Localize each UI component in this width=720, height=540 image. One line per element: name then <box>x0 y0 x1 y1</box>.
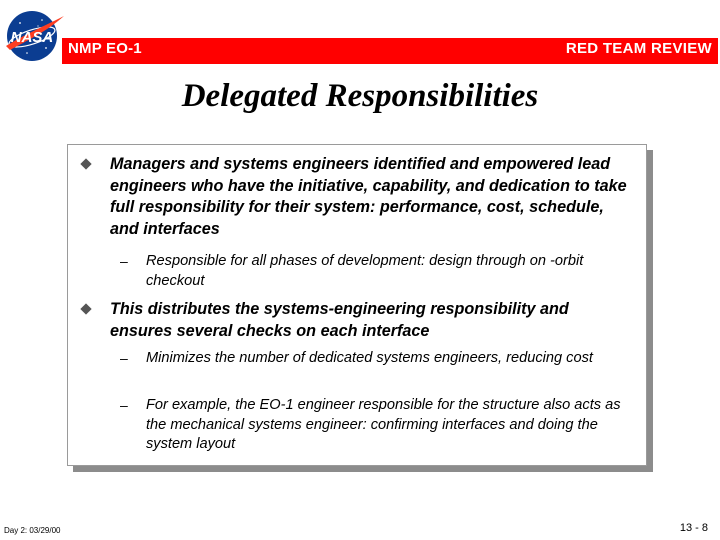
sub-bullet-text: For example, the EO-1 engineer responsible for the structure also acts as the mechanical systems engineer: confirming interfaces and doing the system layout <box>146 397 621 452</box>
slide-title: Delegated Responsibilities <box>181 78 539 114</box>
header-right-label: RED TEAM REVIEW <box>565 40 712 57</box>
footer-date: Day 2: 03/29/00 <box>4 526 61 535</box>
dash-icon: – <box>120 253 128 269</box>
sub-bullet-text: Responsible for all phases of development: design through on -orbit checkout <box>146 253 584 289</box>
sub-bullet-text: Minimizes the number of dedicated systems engineers, reducing cost <box>146 350 593 366</box>
dash-icon: – <box>120 350 128 366</box>
bullet-text: This distributes the systems-engineering responsibility and ensures several checks on each interface <box>110 300 569 340</box>
bullet-text: Managers and systems engineers identified and empowered lead engineers who have the initiative, capability, and dedication to take full responsibility for their system: performance, cost, schedule, and interfaces <box>110 155 627 238</box>
header-left-label: NMP EO-1 <box>68 40 142 57</box>
svg-text:NASA: NASA <box>10 29 54 46</box>
nasa-logo-icon <box>2 6 66 64</box>
dash-icon: – <box>120 397 128 413</box>
page-number: 13 - 8 <box>679 522 708 534</box>
